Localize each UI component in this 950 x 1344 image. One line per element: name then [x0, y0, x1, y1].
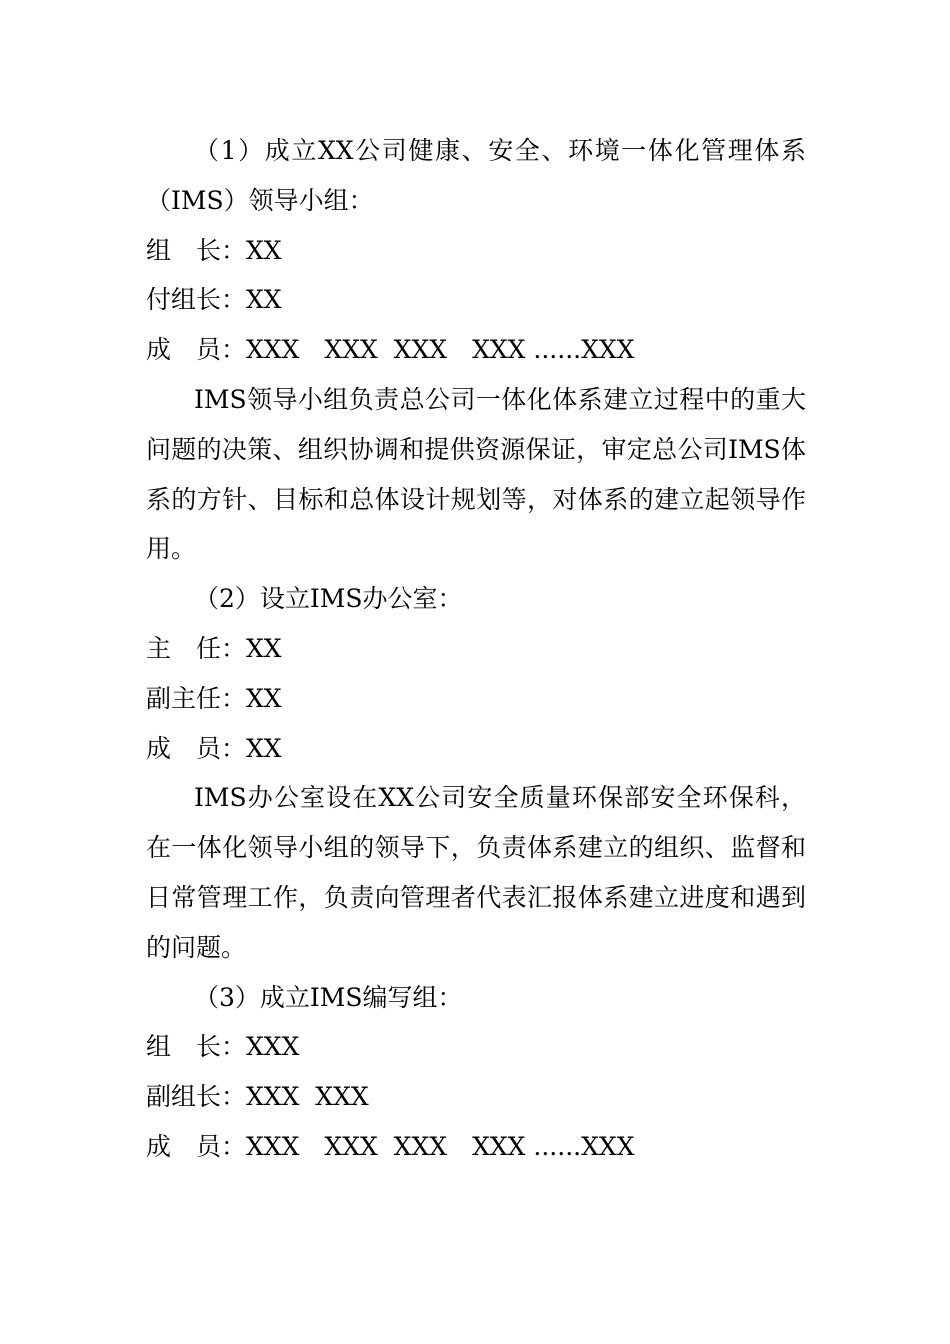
section2-heading: （2）设立IMS办公室： [194, 584, 463, 614]
section1-description: IMS领导小组负责总公司一体化体系建立过程中的重大问题的决策、组织协调和提供资源保证，审定总公司IMS体系的方针、目标和总体设计规划等，对体系的建立起领导作用。 [146, 384, 806, 564]
section3-heading: （3）成立IMS编写组： [194, 982, 463, 1012]
section2-members: 成 员：XX [146, 733, 282, 763]
section1-members: 成 员：XXX XXX XXX XXX ......XXX [146, 335, 635, 365]
document-body [146, 126, 806, 1172]
section3-members: 成 员：XXX XXX XXX XXX ......XXX [146, 1131, 635, 1161]
section2-deputy: 副主任：XX [146, 683, 282, 713]
section3-deputy: 副组长：XXX XXX [146, 1082, 369, 1112]
section1-leader: 组 长：XX [146, 235, 282, 265]
section1-heading: （1）成立XX公司健康、安全、环境一体化管理体系（IMS）领导小组： [146, 136, 806, 215]
section2-director: 主 任：XX [146, 633, 282, 663]
section3-leader: 组 长：XXX [146, 1032, 300, 1062]
section2-description: IMS办公室设在XX公司安全质量环保部安全环保科，在一体化领导小组的领导下，负责体系建立的组织、监督和日常管理工作，负责向管理者代表汇报体系建立进度和遇到的问题。 [146, 783, 806, 962]
section1-deputy: 付组长：XX [146, 285, 282, 315]
